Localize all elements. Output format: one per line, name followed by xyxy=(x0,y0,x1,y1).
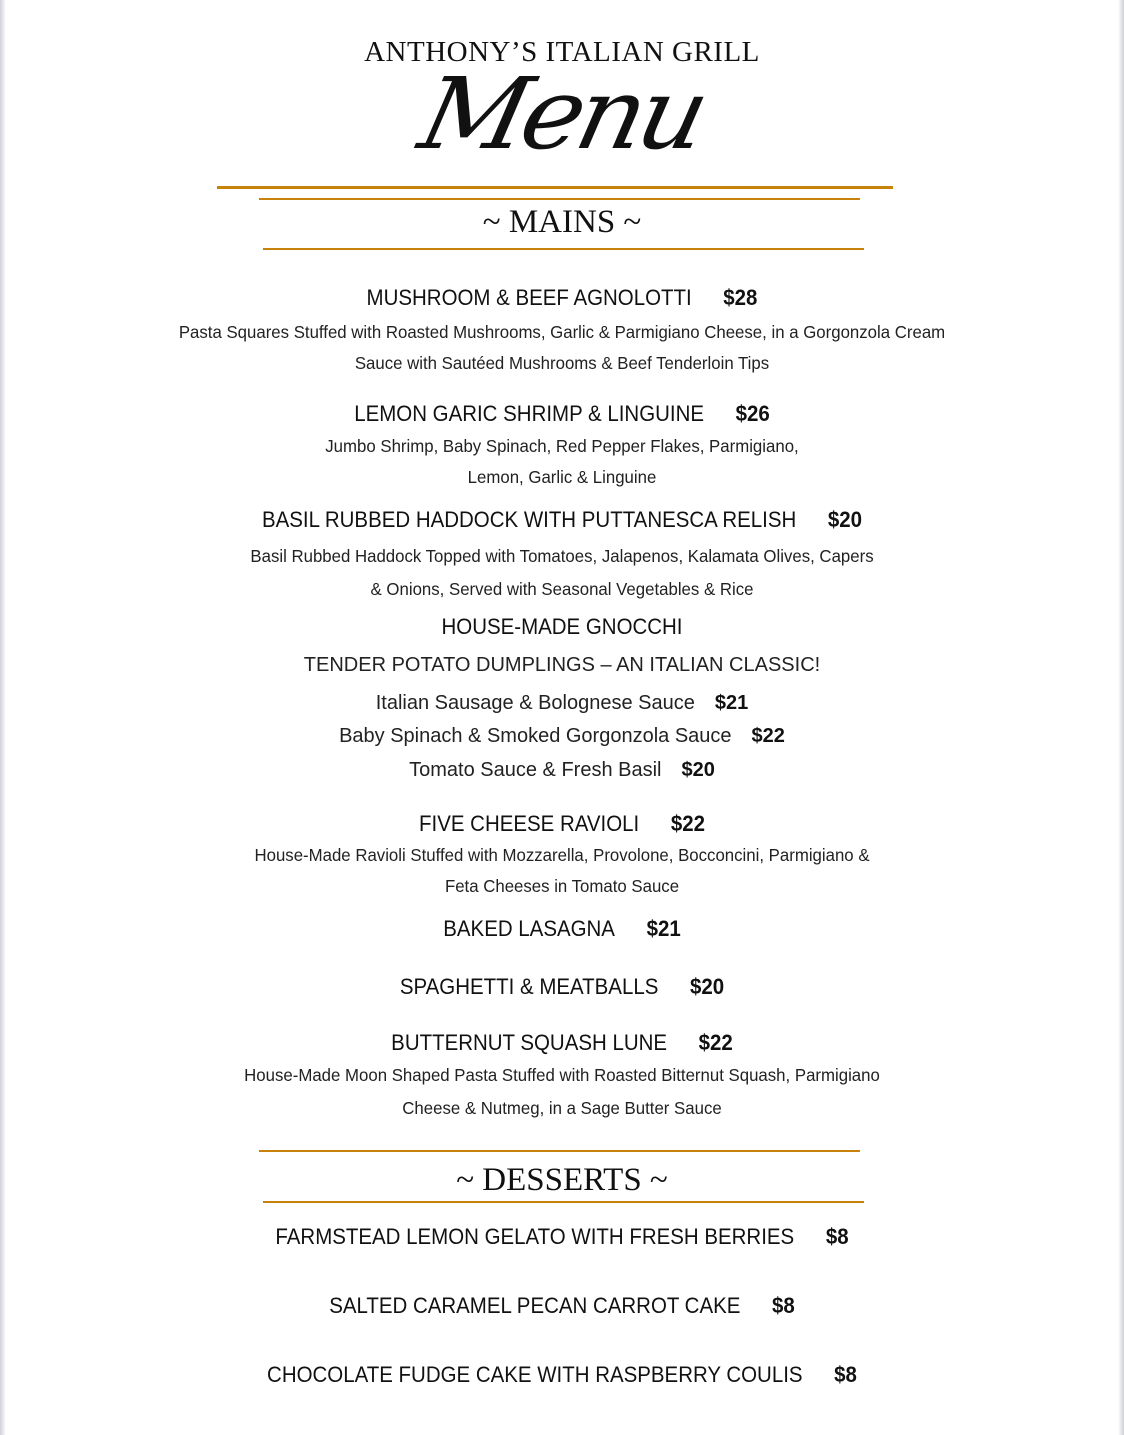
gnocchi-option xyxy=(0,692,1124,715)
desc-line: Basil Rubbed Haddock Topped with Tomatoes, Jalapenos, Kalamata Olives, Capers xyxy=(250,546,874,566)
menu-item-title xyxy=(39,507,1084,533)
menu-item-title xyxy=(39,1030,1084,1056)
gnocchi-subtitle: TENDER POTATO DUMPLINGS – AN ITALIAN CLASSIC! xyxy=(303,654,821,676)
desc-line: Jumbo Shrimp, Baby Spinach, Red Pepper Flakes, Parmigiano, xyxy=(325,436,799,456)
desc-line: House-Made Ravioli Stuffed with Mozzarella, Provolone, Bocconcini, Parmigiano & xyxy=(254,845,870,865)
item-name: SPAGHETTI & MEATBALLS xyxy=(399,974,659,999)
dessert-item xyxy=(39,1293,1084,1319)
menu-item-description xyxy=(22,1059,1101,1125)
menu-item-title xyxy=(39,285,1084,311)
item-name: HOUSE-MADE GNOCCHI xyxy=(441,614,683,639)
desc-line: Pasta Squares Stuffed with Roasted Mushrooms, Garlic & Parmigiano Cheese, in a Gorgonzola Cream xyxy=(178,322,946,342)
desc-line: Lemon, Garlic & Linguine xyxy=(467,467,657,487)
item-name: BASIL RUBBED HADDOCK WITH PUTTANESCA RELISH xyxy=(261,507,797,532)
desc-line: & Onions, Served with Seasonal Vegetables & Rice xyxy=(370,579,754,599)
item-name: FIVE CHEESE RAVIOLI xyxy=(419,811,640,836)
desserts-heading: ~ DESSERTS ~ xyxy=(456,1162,668,1198)
item-name: LEMON GARIC SHRIMP & LINGUINE xyxy=(354,401,704,426)
option-price: $20 xyxy=(681,759,715,781)
menu-item-description xyxy=(22,540,1101,606)
item-price: $8 xyxy=(834,1362,857,1387)
option-price: $21 xyxy=(714,692,749,714)
item-price: $22 xyxy=(670,811,705,836)
mains-top-rule xyxy=(259,198,860,200)
desserts-top-rule xyxy=(259,1150,860,1152)
option-price: $22 xyxy=(751,725,785,747)
item-price: $20 xyxy=(827,507,863,532)
restaurant-name: ANTHONY’S ITALIAN GRILL xyxy=(364,36,760,68)
desc-line: House-Made Moon Shaped Pasta Stuffed with Roasted Bitternut Squash, Parmigiano xyxy=(244,1065,880,1085)
desc-line: Feta Cheeses in Tomato Sauce xyxy=(444,876,680,896)
item-price: $8 xyxy=(772,1293,795,1318)
item-price: $26 xyxy=(735,401,770,426)
item-name: FARMSTEAD LEMON GELATO WITH FRESH BERRIES xyxy=(275,1224,795,1249)
desc-line: Cheese & Nutmeg, in a Sage Butter Sauce xyxy=(402,1098,722,1118)
option-name: Baby Spinach & Smoked Gorgonzola Sauce xyxy=(339,725,732,747)
menu-item-description xyxy=(22,317,1101,379)
menu-item-description xyxy=(22,431,1101,493)
item-name: CHOCOLATE FUDGE CAKE WITH RASPBERRY COULIS xyxy=(267,1362,803,1387)
option-name: Italian Sausage & Bolognese Sauce xyxy=(375,692,695,714)
menu-script-title: Menu xyxy=(410,56,714,172)
item-price: $28 xyxy=(723,285,758,310)
mains-heading: ~ MAINS ~ xyxy=(482,204,642,240)
menu-item-title xyxy=(39,974,1084,1000)
dessert-item xyxy=(39,1224,1084,1250)
item-price: $8 xyxy=(825,1224,849,1249)
desserts-bottom-rule xyxy=(263,1201,864,1203)
gnocchi-option xyxy=(0,725,1124,748)
item-price: $21 xyxy=(646,916,681,941)
header-divider xyxy=(217,186,893,189)
menu-item-title xyxy=(39,916,1084,942)
menu-item-title xyxy=(39,811,1084,837)
item-price: $22 xyxy=(698,1030,733,1055)
option-name: Tomato Sauce & Fresh Basil xyxy=(409,759,662,781)
item-name: MUSHROOM & BEEF AGNOLOTTI xyxy=(366,285,692,310)
gnocchi-title xyxy=(39,614,1084,640)
mains-bottom-rule xyxy=(263,248,864,250)
gnocchi-option xyxy=(0,759,1124,782)
menu-item-title xyxy=(39,401,1084,427)
item-price: $20 xyxy=(689,974,725,999)
item-name: BUTTERNUT SQUASH LUNE xyxy=(391,1030,668,1055)
item-name: BAKED LASAGNA xyxy=(443,916,615,941)
dessert-item xyxy=(39,1362,1084,1388)
desc-line: Sauce with Sautéed Mushrooms & Beef Tenderloin Tips xyxy=(354,353,770,373)
item-name: SALTED CARAMEL PECAN CARROT CAKE xyxy=(329,1293,741,1318)
menu-item-description xyxy=(22,840,1101,902)
